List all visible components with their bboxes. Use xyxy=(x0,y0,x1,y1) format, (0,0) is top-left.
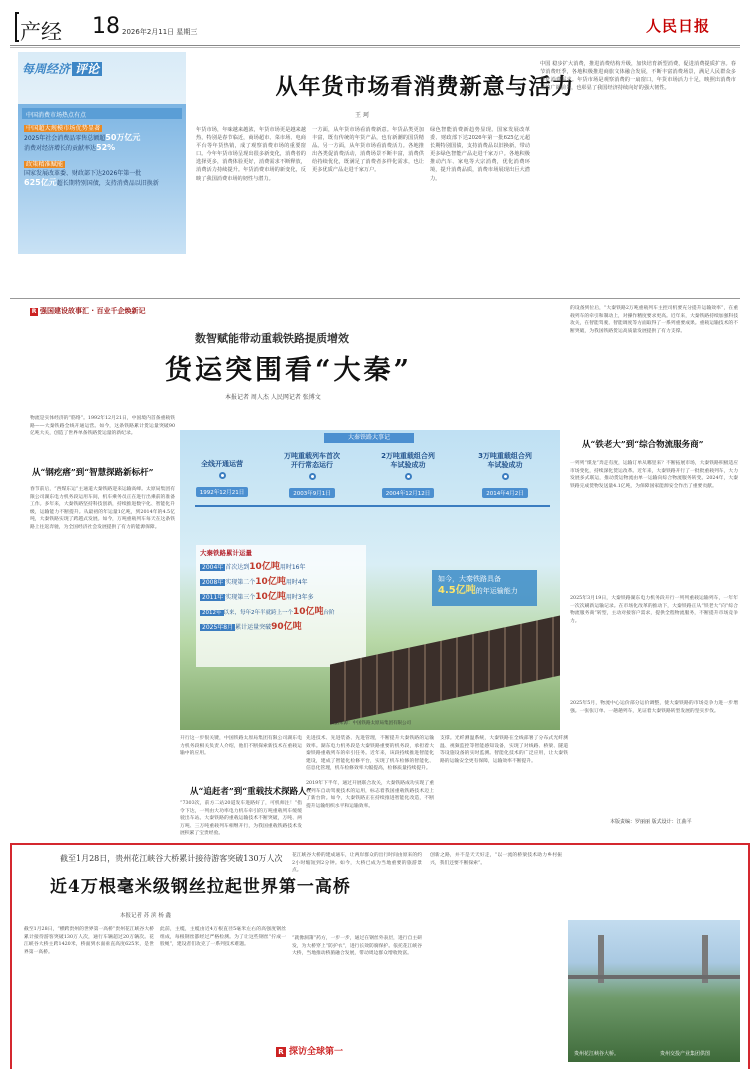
bridge-photo xyxy=(568,920,740,1062)
story2-byline: 本报记者 周人杰 人民网记者 张博文 xyxy=(225,394,321,401)
story1-column-1-continued xyxy=(18,258,188,294)
row-value: 90亿吨 xyxy=(271,622,302,632)
milestone-date: 2004年12月12日 xyxy=(382,488,435,498)
milestone-date: 1992年12月21日 xyxy=(196,487,249,497)
story1-column-5: 中国 稳步扩大消费，推进消费结构升级，加快培育新型消费，促进消费提质扩容。春节消费旺季，各地积极推进商旅文体融合发展，不断丰富消费场景，满足人民群众多样化消费需求。年货市场是观察消费的一扇窗口，年货市场活力十足，映照出消费市场的广阔前景，也彰显了我国经济持续向好的强大韧性。 xyxy=(540,61,736,92)
stat-consumption xyxy=(24,124,182,153)
story2-section-2: 从“追赶者”到“重载技术探路人” xyxy=(190,787,312,797)
commentary-badge-highlight: 评论 xyxy=(72,62,102,76)
cumulative-row xyxy=(196,560,366,575)
milestone-1992 xyxy=(192,460,252,498)
cumulative-volume-box xyxy=(196,545,366,667)
row-year: 2008年 xyxy=(202,579,224,586)
stats-title: 中国消费市场热点有点 xyxy=(22,108,182,119)
milestone-dot-icon xyxy=(502,473,509,480)
cumulative-row xyxy=(196,590,366,605)
story1-column-3: 绿色智能消费新趋势显现。国家发展改革委、财政部下达2026年第一批625亿元超长期特别国债，支持消费品以旧换新，带动更多绿色智能产品走进千家万户。各地积极推动汽车、家电等大宗消费，优化消费环境，提升消费品质，消费市场展现出巨大潜力。 xyxy=(430,127,530,182)
masthead-rule xyxy=(10,45,740,46)
story2-headline: 货运突围看“大秦” xyxy=(165,355,413,386)
section-divider xyxy=(10,298,740,299)
page-number: 18 xyxy=(92,14,120,39)
bridge-photo-caption: 贵州花江峡谷大桥。 xyxy=(574,1051,620,1057)
row-value: 10亿吨 xyxy=(255,592,286,602)
story2-lead: 物流是实体经济的“筋络”。1992年12月21日，中国境内首条重载铁路——大秦铁路全线开通运营。如今，这条铁路累计货运量突破90亿吨大关，创造了世界单条铁路货运量的新纪录。 xyxy=(30,416,175,437)
story2-section-3: 从“铁老大”到“综合物流服务商” xyxy=(582,440,704,450)
story3-column-4: “就像洞箫”药方，一步一步，通过在钢丝外表层，进行自主研发，为大桥穿上“防护衣”，进行长效防腐保护。依托花江峡谷大桥，当地推动桥旅融合发展，带动周边群众增收致富。 xyxy=(292,936,422,957)
row-text: 实现第二个 xyxy=(225,579,256,586)
stat-policy-text2: 超长期特别国债，支持消费品以旧换新 xyxy=(56,180,159,187)
graphic-title: 大秦铁路大事记 xyxy=(324,433,414,443)
stat-policy xyxy=(24,160,182,188)
graphic-source: 数据来源：中国铁路太原局集团有限公司 xyxy=(330,721,411,726)
masthead xyxy=(0,0,750,48)
timeline-line xyxy=(195,505,550,507)
story2-column-6: 2019年下半年，通过开展联合攻关，大秦铁路成功实现了重载列车自动驾驶技术的运用，标志着我国重载铁路技术迈上了新台阶。如今，大秦铁路正在持续推进智能化改造，不断提升运输组织水平和运输效率。 xyxy=(306,781,434,809)
story2-column-1: 春节前后，“西煤东运”主通道大秦铁路迎来运输高峰。太原局集团有限公司湖东电力机务段运用车间，机车乘务员正在进行出乘前的准备工作。多年来，大秦铁路坚持科技创新，持续推进数字化、智能化升级，运输能力不断提升。从最初的年运量1亿吨，到2014年的4.5亿吨，大秦铁路实现了跨越式发展。如今，万吨重载列车每天在这条铁路上往返奔驰，为全国经济社会发展提供了有力的能源保障。 xyxy=(30,487,175,530)
story3-column-3: 花江峡谷大桥的建成通车，让两岸群众的出行时间由原来的约2小时缩短到2分钟。如今，大桥已成为当地重要的旅游景点。 xyxy=(292,853,422,874)
story2-column-2: 先进技术、先进装备、先进管理，不断提升大秦铁路的运输效率。湖东电力机务段是大秦铁路重要的机务段，承担着大秦铁路重载列车的牵引任务。近年来，该段持续推进智能化建设，建成了智能化检修平台，实现了机车检修的智能化、信息化管理，机车检修效率大幅提高，检修质量持续提升。 xyxy=(306,736,434,772)
annual-capacity-line1: 如今，大秦铁路具备 xyxy=(438,575,501,583)
story2-kicker-text: 强国建设故事汇 · 百业千企焕新记 xyxy=(40,307,146,315)
section-name: 产经 xyxy=(20,20,62,44)
row-value: 10亿吨 xyxy=(255,577,286,587)
milestone-label: 万吨重载列车首次开行常态运行 xyxy=(284,452,340,469)
story2-column-9: 2025年3月19日，大秦铁路湖东电力机务段开行一列列重载运输列车，一年年一次次刷新运输记录。在市场化改革的推动下，大秦铁路正从“铁老大”向“综合物流服务商”转型，主动对接客户需求，提供全程物流服务，不断提升市场竞争力。 xyxy=(570,596,738,624)
bridge-photo-credit: 贵州交投产业集团供图 xyxy=(660,1051,711,1057)
milestone-dot-icon xyxy=(309,473,316,480)
row-text: 实现第三个 xyxy=(225,594,256,601)
stat-contribution-text: 消费对经济增长的贡献率达 xyxy=(24,145,97,152)
story2-column-4: “7303次，前方二站20道发车进路好了，可机师注！”指令下达，一列由大功率电力机车牵引的万吨重载列车缓缓驶出车站。大秦铁路的重载运输技术不断突破，万吨、两万吨、三万吨重载列车相继开行，为我国重载铁路技术发展积累了宝贵经验。 xyxy=(180,801,302,837)
milestone-2003 xyxy=(282,452,342,499)
story3-column-2: 此前，主缆，主缆由近4万根直径5毫米左右的高强度钢丝组成，每根钢丝都经过严格检测。为了让这些钢丝“拧成一股绳”，建设者们攻克了一系列技术难题。 xyxy=(160,927,286,948)
bridge-deck xyxy=(568,975,740,979)
story2-section-1: 从“钢疙瘩”到“智慧探路新标杆” xyxy=(32,468,154,478)
cumulative-row xyxy=(196,605,366,620)
stat-consumption-head: 中国超大规模市场优势显著 xyxy=(26,125,101,132)
story2-column-5: 支撑。光纤测温系统，大秦铁路在全线部署了分布式光纤测温、视频监控等智能感知设备，实现了对线路、桥梁、隧道等设施设备的实时监测。智能化技术的广泛应用，让大秦铁路的运输安全更有保障，运输效率不断提升。 xyxy=(440,736,568,764)
milestone-dot-icon xyxy=(219,472,226,479)
interview-banner xyxy=(276,1044,396,1058)
milestone-label: 2万吨重载组合列车试验成功 xyxy=(381,452,435,469)
commentary-badge xyxy=(22,60,172,86)
milestone-date: 2003年9月1日 xyxy=(289,488,335,498)
row-tail: 用时4年 xyxy=(285,579,308,586)
row-year: 2012年 xyxy=(202,610,222,616)
interview-banner-text: 探访全球第一 xyxy=(289,1047,344,1057)
story2-column-7: 的设备到位后，“大秦铁路2万吨重载列车主控司机要充分提升运输效率”，在重载列车的牵引和制动上，对操作精度要求更高。近年来，大秦铁路持续加强科技攻关，在智能驾驶、智能调度等方面取得了一系列重要成果。重载运输技术的不断突破，为我国铁路货运高质量发展提供了有力支撑。 xyxy=(570,306,738,334)
story2-column-10: 2025年5月，物流中心运价部分运价调整，使大秦铁路的市场竞争力进一步增强。一张张订单、一趟趟列车，见证着大秦铁路转型发展的坚实步伐。 xyxy=(570,701,738,714)
row-year: 2004年 xyxy=(202,564,224,571)
story1-column-1: 年货市场，年味越来越浓，年货市场更是越来越热，特别是春节临近，商场超市、菜市场、电商平台等年货热销，成了观察消费市场的重要窗口。今年年货市场呈现出很多新变化，消费者的选择更多，消费体验更好，消费需求不断释放，消费活力持续提升。年货消费市场的新变化，反映了我国消费市场的韧性与潜力。 xyxy=(196,127,306,182)
milestone-2014 xyxy=(475,452,535,499)
story1-headline: 从年货市场看消费新意与活力 xyxy=(275,74,575,100)
story3-byline: 本报记者 苏 滨 杨 鑫 xyxy=(120,913,171,919)
story2-kicker xyxy=(30,306,146,316)
story2-column-8: 一列列“煤龙”奔走有度，运输订单从哪里来？不断拓展市场，大秦铁路积极适应市场变化，持续深化货运改革。近年来，大秦铁路开行了一批批重载列车，大力发展多式联运，推动货运物流由单一运输向综合物流服务转变。2024年，大秦铁路完成货物发送量4.1亿吨，为保障国家能源安全作出了重要贡献。 xyxy=(570,461,738,489)
commentary-badge-label: 每周经济 xyxy=(22,62,71,76)
annual-capacity-value: 4.5亿吨 xyxy=(438,585,476,596)
cumulative-volume-title: 大秦铁路累计运量 xyxy=(200,549,252,557)
annual-capacity-line2: 的年运输能力 xyxy=(475,587,518,595)
row-tail: 台阶 xyxy=(323,610,335,616)
annual-capacity-box xyxy=(432,570,537,606)
milestone-dot-icon xyxy=(405,473,412,480)
masthead-rule-secondary xyxy=(10,47,740,48)
row-text: 累计运量突破 xyxy=(235,624,272,631)
story3-deck: 截至1月28日，贵州花江峡谷大桥累计接待游客突破130万人次 xyxy=(60,854,283,863)
row-year: 2025年8月 xyxy=(202,624,234,631)
cumulative-row xyxy=(196,620,366,635)
row-year: 2011年 xyxy=(202,594,224,601)
cumulative-row xyxy=(196,575,366,590)
milestone-2004 xyxy=(378,452,438,499)
publication-date: 2026年2月11日 星期三 xyxy=(122,28,198,36)
row-tail: 用时16年 xyxy=(279,564,306,571)
row-tail: 用时3年多 xyxy=(285,594,314,601)
story3-column-5: 创新之路，并不是天天好走，“以一流的桥梁技术助力乡村振兴，我们还要不断探索”。 xyxy=(430,853,562,866)
paper-logo: 人民日报 xyxy=(646,17,711,35)
stat-consumption-text: 2025年社会消费品零售总额超 xyxy=(24,135,106,142)
stat-policy-value: 625亿元 xyxy=(24,178,57,187)
story2-subhead: 数智赋能带动重载铁路提质增效 xyxy=(195,332,349,345)
row-text: 以来，每年2年半就跨上一个 xyxy=(223,610,294,616)
milestone-date: 2014年4月2日 xyxy=(482,488,528,498)
row-value: 10亿吨 xyxy=(293,607,324,617)
interview-mark-icon: R xyxy=(276,1047,286,1057)
stat-consumption-value: 50万亿元 xyxy=(105,133,141,142)
story3-headline: 近4万根毫米级钢丝拉起世界第一高桥 xyxy=(50,877,351,897)
story3-column-1: 截至1月28日，“横跨贵州的世界第一高桥”贵州花江峡谷大桥累计接待游客突破130万人次，通行车辆超过20万辆次。花江峡谷大桥主跨1420米，桥面到水面垂直高度625米，是世界第一高桥。 xyxy=(24,927,154,955)
stat-policy-text: 国家发展改革委、财政部下达2026年第一批 xyxy=(24,170,142,177)
kicker-mark-icon: R xyxy=(31,308,37,315)
story1-byline: 王 珂 xyxy=(355,112,369,119)
masthead-bracket xyxy=(15,12,19,42)
milestone-label: 全线开通运营 xyxy=(201,460,243,468)
row-value: 10亿吨 xyxy=(249,562,280,572)
story2-column-3: 开行这一步很关键，中国铁路太原局集团有限公司湖东电力机务段相关负责人介绍，他们不断探索新技术在重载运输中的应用。 xyxy=(180,736,302,757)
stat-policy-head: 政策精准赋能 xyxy=(26,161,64,168)
story1-column-2: 一方面，从年货市场看消费新意。年货品类更加丰富，既有传统的年货产品，也有新潮的国货精品。另一方面，从年货市场看消费活力。各地推出各类促消费活动，消费场景不断丰富，消费供给持续优化，既满足了消费者多样化需求，也让更多优质产品走进千家万户。 xyxy=(312,127,424,174)
stat-contribution-value: 52% xyxy=(96,143,116,152)
milestone-label: 3万吨重载组合列车试验成功 xyxy=(478,452,532,469)
page-editor-credit: 本版责编：罗丽丽 版式设计：江曲平 xyxy=(610,819,692,825)
row-text: 首次达到 xyxy=(225,564,250,571)
